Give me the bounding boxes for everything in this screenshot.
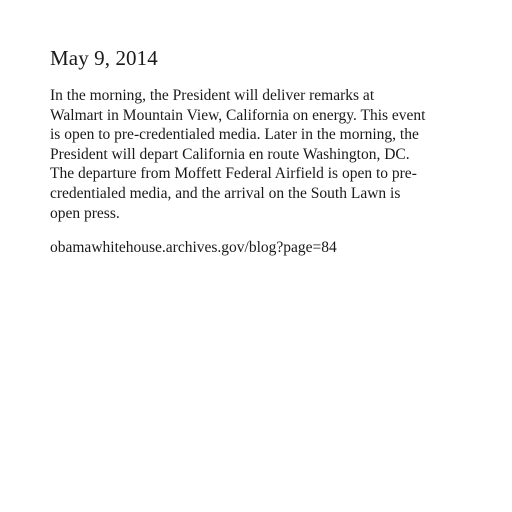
body-line: credentialed media, and the arrival on the South Lawn is	[50, 184, 401, 202]
body-line: In the morning, the President will deliver remarks at	[50, 87, 375, 104]
document-page	[50, 44, 430, 258]
body-line: is open to pre-credentialed media. Later in the morning, the	[50, 126, 419, 144]
source-url: obamawhitehouse.archives.gov/blog?page=84	[50, 239, 337, 257]
body-line: open press.	[50, 204, 120, 222]
body-line: President will depart California en route Washington, DC.	[50, 145, 410, 163]
body-line: The departure from Moffett Federal Airfield is open to pre-	[50, 165, 417, 183]
body-line: Walmart in Mountain View, California on energy. This event	[50, 106, 426, 124]
post-body	[50, 86, 430, 223]
post-date: May 9, 2014	[50, 46, 158, 70]
